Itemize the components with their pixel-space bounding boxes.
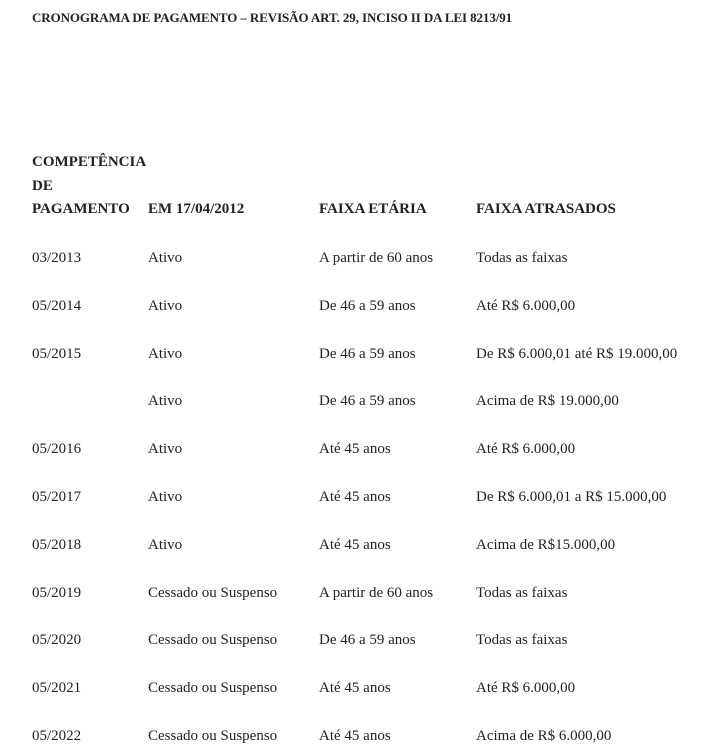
cell-faixa-atrasados: Até R$ 6.000,00 <box>476 441 576 457</box>
cell-faixa-etaria: De 46 a 59 anos <box>319 632 416 648</box>
cell-faixa-atrasados: Todas as faixas <box>476 632 568 648</box>
cell-competencia: 05/2022 <box>32 728 82 744</box>
cell-competencia: 05/2021 <box>32 680 82 696</box>
header-competencia-line1: COMPETÊNCIA <box>32 154 147 170</box>
cell-faixa-etaria: Até 45 anos <box>319 680 391 696</box>
cell-situacao: Cessado ou Suspenso <box>148 585 278 601</box>
cell-faixa-atrasados: De R$ 6.000,01 até R$ 19.000,00 <box>476 346 678 362</box>
header-competencia <box>32 151 146 222</box>
cell-faixa-atrasados: Até R$ 6.000,00 <box>476 298 576 314</box>
header-competencia-line3: PAGAMENTO <box>32 201 130 217</box>
cell-faixa-etaria: Até 45 anos <box>319 537 391 553</box>
cell-faixa-etaria: A partir de 60 anos <box>319 585 434 601</box>
cell-competencia: 05/2019 <box>32 585 82 601</box>
cell-faixa-atrasados: Acima de R$ 19.000,00 <box>476 393 619 409</box>
cell-faixa-atrasados: De R$ 6.000,01 a R$ 15.000,00 <box>476 489 667 505</box>
cell-faixa-etaria: Até 45 anos <box>319 728 391 744</box>
cell-faixa-etaria: De 46 a 59 anos <box>319 298 416 314</box>
cell-competencia: 05/2016 <box>32 441 82 457</box>
cell-faixa-atrasados: Todas as faixas <box>476 585 568 601</box>
cell-competencia: 03/2013 <box>32 250 82 266</box>
cell-situacao: Ativo <box>148 346 183 362</box>
header-competencia-line2: DE <box>32 177 53 194</box>
cell-situacao: Cessado ou Suspenso <box>148 632 278 648</box>
cell-competencia: 05/2017 <box>32 489 82 505</box>
cell-faixa-etaria: Até 45 anos <box>319 441 391 457</box>
cell-faixa-atrasados: Acima de R$15.000,00 <box>476 537 616 553</box>
cell-competencia: 05/2015 <box>32 346 82 362</box>
cell-situacao: Ativo <box>148 393 183 409</box>
header-situacao: EM 17/04/2012 <box>148 201 245 217</box>
cell-faixa-etaria: De 46 a 59 anos <box>319 346 416 362</box>
cell-faixa-etaria: De 46 a 59 anos <box>319 393 416 409</box>
cell-competencia: 05/2018 <box>32 537 82 553</box>
cell-situacao: Cessado ou Suspenso <box>148 728 278 744</box>
cell-situacao: Ativo <box>148 441 183 457</box>
cell-competencia: 05/2020 <box>32 632 82 648</box>
cell-faixa-etaria: A partir de 60 anos <box>319 250 434 266</box>
header-faixa-etaria: FAIXA ETÁRIA <box>319 201 427 217</box>
document-title: CRONOGRAMA DE PAGAMENTO – REVISÃO ART. 29, INCISO II DA LEI 8213/91 <box>32 10 513 25</box>
cell-situacao: Ativo <box>148 298 183 314</box>
cell-situacao: Cessado ou Suspenso <box>148 680 278 696</box>
cell-faixa-atrasados: Acima de R$ 6.000,00 <box>476 728 612 744</box>
cell-competencia: 05/2014 <box>32 298 82 314</box>
cell-faixa-atrasados: Todas as faixas <box>476 250 568 266</box>
cell-situacao: Ativo <box>148 537 183 553</box>
cell-faixa-etaria: Até 45 anos <box>319 489 391 505</box>
cell-faixa-atrasados: Até R$ 6.000,00 <box>476 680 576 696</box>
header-faixa-atrasados: FAIXA ATRASADOS <box>476 201 616 217</box>
cell-situacao: Ativo <box>148 489 183 505</box>
cell-situacao: Ativo <box>148 250 183 266</box>
